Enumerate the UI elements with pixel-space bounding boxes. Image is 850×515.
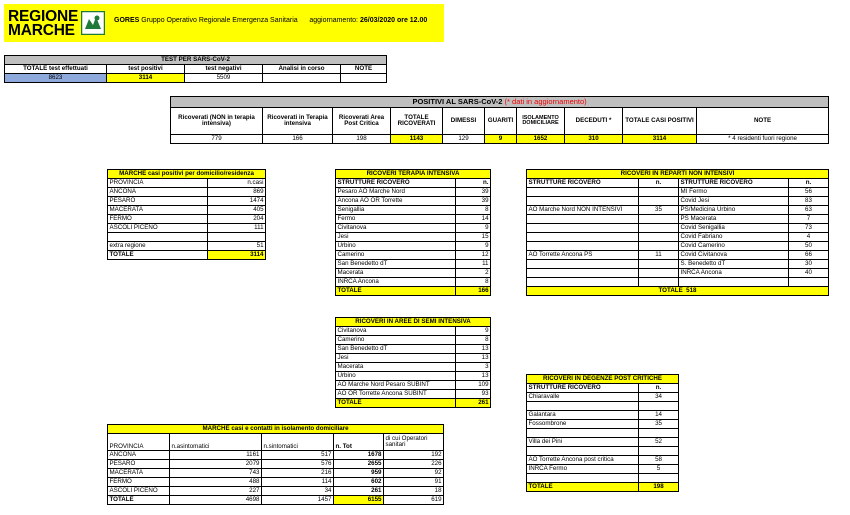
count: [639, 197, 679, 206]
iso-total-value: 6155: [334, 496, 384, 505]
test-value: 8623: [5, 74, 107, 83]
count: [639, 233, 679, 242]
structure-name: [527, 474, 639, 483]
positivi-value: 1652: [517, 135, 565, 144]
table-row: [527, 242, 829, 251]
isolamento-table: [107, 424, 444, 505]
case-count: 51: [208, 242, 266, 251]
iso-total-value: 619: [384, 496, 444, 505]
count: 9: [456, 224, 491, 233]
count: 13: [456, 372, 491, 381]
structure-name: Urbino: [336, 242, 456, 251]
table-row: [336, 269, 491, 278]
test-col-header: NOTE: [341, 65, 387, 74]
table-row: [527, 447, 679, 456]
count: 14: [456, 215, 491, 224]
positivi-col-header: ISOLAMENTO DOMICILIARE: [517, 108, 565, 135]
asymptomatic-count: 743: [170, 469, 262, 478]
case-count: [208, 233, 266, 242]
table-row: [527, 206, 829, 215]
structure-name: Covid Senigallia: [679, 224, 789, 233]
ni-total-label: TOTALE: [658, 286, 683, 294]
count: 35: [639, 420, 679, 429]
positivi-value: 198: [333, 135, 391, 144]
structure-name: [527, 269, 639, 278]
count: [639, 215, 679, 224]
post-title: RICOVERI IN DEGENZE POST CRITICHE: [527, 375, 679, 384]
structure-name: Macerata: [336, 363, 456, 372]
table-row: [336, 206, 491, 215]
structure-name: Pesaro AO Marche Nord: [336, 188, 456, 197]
table-row: [108, 460, 444, 469]
count: 11: [639, 251, 679, 260]
test-value: [341, 74, 387, 83]
test-col-header: test negativi: [185, 65, 263, 74]
table-row: [527, 197, 829, 206]
table-row: [108, 233, 266, 242]
positivi-col-header: DECEDUTI *: [565, 108, 623, 135]
positivi-value: 310: [565, 135, 623, 144]
terapia-intensiva-table: [335, 169, 491, 296]
count: 83: [789, 197, 829, 206]
health-workers-count: 18: [384, 487, 444, 496]
structure-name: [527, 402, 639, 411]
structure-name: Covid Civitanova: [679, 251, 789, 260]
table-row: [527, 474, 679, 483]
asymptomatic-count: 2079: [170, 460, 262, 469]
table-row: [108, 487, 444, 496]
count: [639, 188, 679, 197]
symptomatic-count: 216: [262, 469, 334, 478]
count: 40: [789, 269, 829, 278]
total-count: 2655: [334, 460, 384, 469]
structure-name: [527, 233, 639, 242]
table-row: [527, 456, 679, 465]
table-row: [336, 260, 491, 269]
positivi-title: POSITIVI AL SARS-CoV-2: [412, 97, 503, 107]
positivi-col-header: NOTE: [697, 108, 829, 135]
structure-name: Covid Jesi: [679, 197, 789, 206]
ni-title: RICOVERI IN REPARTI NON INTENSIVI: [527, 170, 829, 179]
asymptomatic-count: 1161: [170, 451, 262, 460]
province-name: FERMO: [108, 478, 170, 487]
count: 13: [456, 345, 491, 354]
structure-name: INRCA Ancona: [336, 278, 456, 287]
structure-name: [527, 197, 639, 206]
symptomatic-count: 517: [262, 451, 334, 460]
count: [639, 224, 679, 233]
positivi-col-header: Ricoverati (NON in terapia intensiva): [171, 108, 263, 135]
health-workers-count: 226: [384, 460, 444, 469]
province-name: extra regione: [108, 242, 208, 251]
ni-col-header: n.: [639, 179, 679, 188]
test-value: 5509: [185, 74, 263, 83]
header-banner: [4, 4, 444, 42]
post-col-header: n.: [639, 384, 679, 393]
count: [639, 278, 679, 287]
table-row: [108, 478, 444, 487]
structure-name: Macerata: [336, 269, 456, 278]
table-row: [336, 390, 491, 399]
count: 9: [456, 242, 491, 251]
iso-col-header: n. Tot: [334, 434, 384, 451]
positivi-col-header: TOTALE CASI POSITIVI: [623, 108, 697, 135]
structure-name: INRCA Fermo: [527, 465, 639, 474]
table-row: [527, 260, 829, 269]
structure-name: [527, 215, 639, 224]
table-row: [336, 363, 491, 372]
structure-name: Covid Fabriano: [679, 233, 789, 242]
table-row: [108, 242, 266, 251]
positivi-value: 3114: [623, 135, 697, 144]
domicilio-col-header: n.casi: [208, 179, 266, 188]
province-name: ANCONA: [108, 451, 170, 460]
positivi-col-header: TOTALE RICOVERATI: [391, 108, 443, 135]
domicilio-title: MARCHE casi positivi per domicilio/residenza: [108, 170, 266, 179]
structure-name: AO Torrette Ancona PS: [527, 251, 639, 260]
post-col-header: STRUTTURE RICOVERO: [527, 384, 639, 393]
semi-title: RICOVERI IN AREE DI SEMI INTENSIVA: [336, 318, 491, 327]
table-row: [336, 372, 491, 381]
positivi-value: 779: [171, 135, 263, 144]
province-name: ASCOLI PICENO: [108, 224, 208, 233]
count: [639, 447, 679, 456]
structure-name: AO Marche Nord Pesaro SUBINT: [336, 381, 456, 390]
positivi-value: 166: [263, 135, 333, 144]
positivi-table: [170, 96, 829, 144]
count: 34: [639, 393, 679, 402]
province-name: PESARO: [108, 460, 170, 469]
table-row: [527, 465, 679, 474]
ti-title: RICOVERI TERAPIA INTENSIVA: [336, 170, 491, 179]
structure-name: Fossombrone: [527, 420, 639, 429]
table-row: [108, 197, 266, 206]
province-name: ANCONA: [108, 188, 208, 197]
post-total-label: TOTALE: [527, 483, 639, 492]
table-row: [527, 278, 829, 287]
count: 109: [456, 381, 491, 390]
count: 4: [789, 233, 829, 242]
iso-col-header: n.sintomatici: [262, 434, 334, 451]
table-row: [527, 251, 829, 260]
count: 5: [639, 465, 679, 474]
table-row: [336, 197, 491, 206]
table-row: [336, 381, 491, 390]
domicilio-table: [107, 169, 266, 260]
test-title: TEST PER SARS-CoV-2: [5, 56, 387, 65]
count: 39: [456, 188, 491, 197]
count: 3: [456, 363, 491, 372]
table-row: [527, 402, 679, 411]
structure-name: Camerino: [336, 251, 456, 260]
total-count: 261: [334, 487, 384, 496]
total-count: 1678: [334, 451, 384, 460]
total-count: 602: [334, 478, 384, 487]
count: [639, 474, 679, 483]
structure-name: Ancona AO OR Torrette: [336, 197, 456, 206]
table-row: [527, 411, 679, 420]
count: 56: [789, 188, 829, 197]
table-row: [527, 215, 829, 224]
ni-total-row: [527, 287, 829, 296]
structure-name: Urbino: [336, 372, 456, 381]
positivi-col-header: GUARITI: [485, 108, 517, 135]
header-info: GORES Gruppo Operativo Regionale Emergenza Sanitaria aggiornamento: 26/03/2020 ore 12.00: [114, 17, 428, 24]
count: 93: [456, 390, 491, 399]
positivi-value: 129: [443, 135, 485, 144]
semi-total: 261: [456, 399, 491, 408]
table-row: [527, 438, 679, 447]
province-name: MACERATA: [108, 469, 170, 478]
count: 35: [639, 206, 679, 215]
province-name: PESARO: [108, 197, 208, 206]
count: 8: [456, 336, 491, 345]
structure-name: Galantara: [527, 411, 639, 420]
symptomatic-count: 576: [262, 460, 334, 469]
table-row: [527, 393, 679, 402]
table-row: [108, 188, 266, 197]
count: 14: [639, 411, 679, 420]
structure-name: Covid Camerino: [679, 242, 789, 251]
structure-name: Senigallia: [336, 206, 456, 215]
positivi-col-header: Ricoverati Area Post Critica: [333, 108, 391, 135]
positivi-col-header: Ricoverati in Terapia intensiva: [263, 108, 333, 135]
province-name: MACERATA: [108, 206, 208, 215]
iso-col-header: n.asintomatici: [170, 434, 262, 451]
count: 8: [456, 206, 491, 215]
case-count: 405: [208, 206, 266, 215]
iso-col-header: di cui Operatori sanitari: [384, 434, 444, 451]
ni-col-header: STRUTTURE RICOVERO: [679, 179, 789, 188]
count: 50: [789, 242, 829, 251]
structure-name: Fermo: [336, 215, 456, 224]
structure-name: MI Fermo: [679, 188, 789, 197]
count: 39: [456, 197, 491, 206]
table-row: [336, 336, 491, 345]
province-name: ASCOLI PICENO: [108, 487, 170, 496]
count: 58: [639, 456, 679, 465]
count: [789, 278, 829, 287]
table-row: [108, 451, 444, 460]
domicilio-col-header: PROVINCIA: [108, 179, 208, 188]
iso-total-label: TOTALE: [108, 496, 170, 505]
table-row: [108, 224, 266, 233]
table-row: [336, 233, 491, 242]
structure-name: Civitanova: [336, 224, 456, 233]
structure-name: Camerino: [336, 336, 456, 345]
positivi-value: * 4 residenti fuori regione: [697, 135, 829, 144]
structure-name: San Benedetto dT: [336, 260, 456, 269]
ti-col-header: n.: [456, 179, 491, 188]
count: 30: [789, 260, 829, 269]
health-workers-count: 92: [384, 469, 444, 478]
table-row: [336, 224, 491, 233]
structure-name: [527, 447, 639, 456]
table-row: [108, 206, 266, 215]
iso-title: MARCHE casi e contatti in isolamento domiciliare: [108, 425, 444, 434]
structure-name: [527, 429, 639, 438]
domicilio-total-label: TOTALE: [108, 251, 208, 260]
structure-name: Chiaravalle: [527, 393, 639, 402]
count: [639, 260, 679, 269]
count: 9: [456, 327, 491, 336]
table-row: [527, 429, 679, 438]
positivi-value: 1143: [391, 135, 443, 144]
structure-name: Jesi: [336, 233, 456, 242]
count: 52: [639, 438, 679, 447]
regione-marche-logo-icon: [81, 11, 105, 35]
domicilio-total: 3114: [208, 251, 266, 260]
positivi-subtitle: (* dati in aggiornamento): [504, 97, 587, 107]
ni-col-header: STRUTTURE RICOVERO: [527, 179, 639, 188]
count: 8: [456, 278, 491, 287]
count: 73: [789, 224, 829, 233]
post-total: 198: [639, 483, 679, 492]
province-name: [108, 233, 208, 242]
case-count: 204: [208, 215, 266, 224]
count: 12: [456, 251, 491, 260]
structure-name: Civitanova: [336, 327, 456, 336]
ni-col-header: n.: [789, 179, 829, 188]
structure-name: [527, 278, 639, 287]
structure-name: [527, 242, 639, 251]
table-row: [527, 233, 829, 242]
test-col-header: test positivi: [107, 65, 185, 74]
table-row: [527, 269, 829, 278]
health-workers-count: 192: [384, 451, 444, 460]
structure-name: AO OR Torrette Ancona SUBINT: [336, 390, 456, 399]
semi-total-label: TOTALE: [336, 399, 456, 408]
table-row: [336, 354, 491, 363]
symptomatic-count: 114: [262, 478, 334, 487]
test-col-header: TOTALE test effettuati: [5, 65, 107, 74]
structure-name: Villa dei Pini: [527, 438, 639, 447]
test-value: 3114: [107, 74, 185, 83]
table-row: [527, 224, 829, 233]
case-count: 869: [208, 188, 266, 197]
ti-col-header: STRUTTURE RICOVERO: [336, 179, 456, 188]
count: 63: [789, 206, 829, 215]
structure-name: [527, 260, 639, 269]
table-row: [336, 278, 491, 287]
count: [639, 402, 679, 411]
count: [639, 242, 679, 251]
case-count: 1474: [208, 197, 266, 206]
test-value: [263, 74, 341, 83]
ti-total-label: TOTALE: [336, 287, 456, 296]
test-col-header: Analisi in corso: [263, 65, 341, 74]
positivi-col-header: DIMESSI: [443, 108, 485, 135]
table-row: [336, 251, 491, 260]
asymptomatic-count: 488: [170, 478, 262, 487]
structure-name: PS Macerata: [679, 215, 789, 224]
structure-name: [527, 224, 639, 233]
total-count: 959: [334, 469, 384, 478]
post-critiche-table: [526, 374, 679, 492]
test-table: [4, 55, 387, 83]
count: [639, 269, 679, 278]
structure-name: S. Benedetto dT: [679, 260, 789, 269]
positivi-value: 9: [485, 135, 517, 144]
ni-total: 518: [686, 286, 697, 294]
positivi-title-row: [171, 97, 829, 108]
structure-name: AO Marche Nord NON INTENSIVI: [527, 206, 639, 215]
count: 66: [789, 251, 829, 260]
province-name: FERMO: [108, 215, 208, 224]
structure-name: [527, 188, 639, 197]
health-workers-count: 91: [384, 478, 444, 487]
structure-name: INRCA Ancona: [679, 269, 789, 278]
count: 11: [456, 260, 491, 269]
structure-name: Jesi: [336, 354, 456, 363]
count: 2: [456, 269, 491, 278]
table-row: [336, 327, 491, 336]
table-row: [336, 345, 491, 354]
table-row: [527, 420, 679, 429]
iso-total-value: 4698: [170, 496, 262, 505]
table-row: [108, 469, 444, 478]
iso-total-value: 1457: [262, 496, 334, 505]
structure-name: San Benedetto dT: [336, 345, 456, 354]
table-row: [336, 242, 491, 251]
count: 15: [456, 233, 491, 242]
structure-name: [679, 278, 789, 287]
non-intensivi-table: [526, 169, 829, 296]
case-count: 111: [208, 224, 266, 233]
structure-name: AO Torrette Ancona post critica: [527, 456, 639, 465]
count: [639, 429, 679, 438]
table-row: [336, 215, 491, 224]
semi-intensiva-table: [335, 317, 491, 408]
table-row: [336, 188, 491, 197]
count: 13: [456, 354, 491, 363]
iso-col-header: PROVINCIA: [108, 434, 170, 451]
symptomatic-count: 34: [262, 487, 334, 496]
ti-total: 166: [456, 287, 491, 296]
asymptomatic-count: 227: [170, 487, 262, 496]
table-row: [108, 215, 266, 224]
structure-name: PS/Medicina Urbino: [679, 206, 789, 215]
logo-text: REGIONE MARCHE: [8, 8, 79, 39]
table-row: [527, 188, 829, 197]
count: 7: [789, 215, 829, 224]
